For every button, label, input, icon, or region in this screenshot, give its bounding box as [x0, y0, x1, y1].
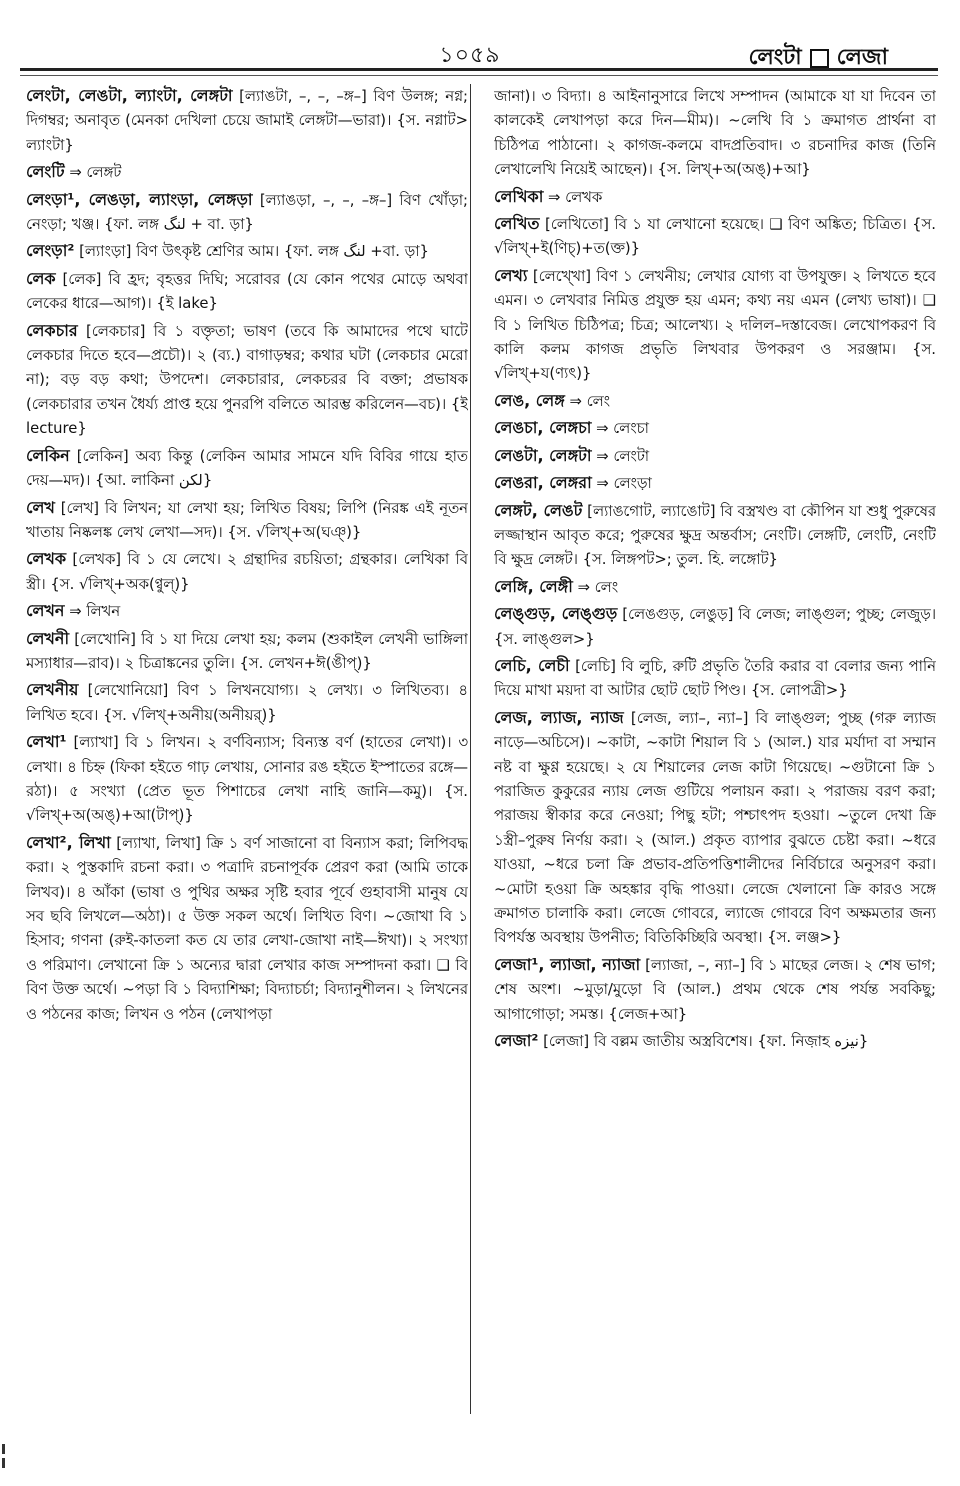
entry-headword: লেখনীয় — [26, 680, 79, 700]
dictionary-entry — [26, 84, 468, 158]
entry-headword: লেজ, ল্যাজ, ন্যাজ — [494, 707, 624, 727]
entry-definition: ⇒ লেংড়া — [591, 475, 652, 493]
entry-definition: ⇒ লেঙ্গট — [64, 164, 122, 182]
dictionary-columns — [26, 84, 936, 1414]
entry-definition: [ল্যাঙড়া, –, –, –ঙ্গ–] বিণ খোঁড়া; নেংড়া; খঞ্জ। {ফা. লঙ্গ لنگ + বা. ড়া} — [26, 191, 468, 234]
dictionary-entry — [26, 267, 468, 317]
entry-headword: লেখন — [26, 601, 65, 621]
entry-headword: লেখিত — [494, 214, 540, 234]
dictionary-entry — [494, 264, 936, 387]
entry-headword: লেঙ্গট, লেঙট — [494, 500, 583, 520]
entry-definition: [ল্যাঙটা, –, –, –ঙ্গ–] বিণ উলঙ্গ; নগ্ন; দিগম্বর; অনাবৃত (মেনকা দেখিলা চেয়ে জামাই লেঙ্গটা—ভারা)। {স. নগ্নাট> ল্যাংটা} — [26, 88, 468, 154]
entry-definition: [লেকিন] অব্য কিন্তু (লেকিন আমার সামনে যদি বিবির গায়ে হাত দেয়—মদ)। {আ. লাকিনা لكن} — [26, 447, 468, 490]
dictionary-entry — [494, 185, 936, 210]
dictionary-entry — [494, 389, 936, 414]
entry-headword: লেজা¹, ল্যাজা, ন্যাজা — [494, 954, 641, 974]
entry-headword: লেখা², লিখা — [26, 832, 111, 852]
entry-definition: [লেখোনি] বি ১ যা দিয়ে লেখা হয়; কলম (শুকাইল লেখনী ভাঙ্গিলা মস্যাধার—রাব)। ২ চিত্রাঙ্কনের তুলি। {স. লেখন+ঈ(ঙীপ্)} — [26, 630, 468, 672]
entry-definition: ⇒ লেংচা — [591, 420, 649, 438]
page-number: ১০৫৯ — [439, 43, 501, 68]
dictionary-entry — [494, 953, 936, 1027]
dictionary-entry — [494, 575, 936, 600]
entry-definition: [লেখোনিয়ো] বিণ ১ লিখনযোগ্য। ২ লেখ্য। ৩ লিখিতব্য। ৪ লিখিত হবে। {স. √লিখ্+অনীয়(অনীয়র্)} — [26, 682, 468, 724]
guide-separator-box — [810, 49, 829, 68]
dictionary-entry — [494, 471, 936, 496]
guide-word-first: লেংটা — [748, 45, 802, 70]
dictionary-entry — [26, 160, 468, 185]
entry-definition: [ল্যাঙগোট, ল্যাঙোট] বি বস্ত্রখণ্ড বা কৌপিন যা শুধু পুরুষের লজ্জাস্থান আবৃত করে; পুরুষের ক্ষুদ্র অন্তর্বাস; নেংটি। লেঙ্গটি, লেংটি, নেংটি বি ক্ষুদ্র লেঙ্গট। {স. লিঙ্গপট>; তুল. হি. লঙ্গোট} — [494, 502, 936, 569]
dictionary-entry — [494, 444, 936, 469]
entry-headword: লেংটা, লেঙটা, ল্যাংটা, লেঙ্গটা — [26, 86, 233, 105]
entry-definition: [লেজ, ল্যা–, ন্যা–] বি লাঙ্গুল; পুচ্ছ (গরু ল্যাজ নাড়ে—অচিসে)। ~কাটা, ~কাটা শিয়াল বি ১ (আল.) যার মর্যাদা বা সম্মান নষ্ট বা ক্ষুণ্ণ হয়েছে। ২ যে শিয়ালের লেজ কাটা গিয়েছে। ~গুটানো ক্রি ১ পরাজিত কুকুরের ন্যায় লেজ গুটিয়ে পলায়ন করা। ২ পরাজয় বরণ করা; পরাজয় স্বীকার করে নেওয়া; পিছু হটা; পশ্চাৎপদ হওয়া। ~তুলে দেখা ক্রি ১স্ত্রী–পুরুষ নির্ণয় করা। ২ (আল.) প্রকৃত ব্যাপার বুঝতে চেষ্টা করা। ~ধরে যাওয়া, ~ধরে চলা ক্রি প্রভাব-প্রতিপত্তিশালীদের নির্বিচারে অনুসরণ করা। ~মোটা হওয়া ক্রি অহঙ্কার বৃদ্ধি পাওয়া। লেজে খেলানো ক্রি কারও সঙ্গে ক্রমাগত চালাকি করা। লেজে গোবরে, ল্যাজে গোবরে বিণ অক্ষমতার জন্য বিপর্যস্ত অবস্থায় উপনীত; বিতিকিচ্ছিরি অবস্থা। {স. লঞ্জ>} — [494, 709, 936, 947]
entry-definition: [লেক] বি হ্রদ; বৃহত্তর দিঘি; সরোবর (যে কোন পথের মোড়ে অথবা লেকের ধারে—আগ)। {ই lake} — [26, 270, 468, 313]
entry-definition: [ল্যাংড়া] বিণ উৎকৃষ্ট শ্রেণির আম। {ফা. লঙ্গ لنگ +বা. ড়া} — [74, 243, 429, 261]
entry-definition: [লেজা] বি বল্লম জাতীয় অস্ত্রবিশেষ। {ফা. নিজ়াহ نیزه} — [538, 1033, 869, 1051]
entry-headword: লেঙটা, লেঙ্গটা — [494, 445, 592, 465]
dictionary-entry — [26, 627, 468, 677]
entry-headword: লেকিন — [26, 445, 70, 465]
entry-definition: [লেখক] বি ১ যে লেখে। ২ গ্রন্থাদির রচয়িতা; গ্রন্থকার। লেখিকা বি স্ত্রী। {স. √লিখ্+অক(ণ্বুল্)} — [26, 551, 468, 593]
dictionary-entry — [494, 84, 936, 183]
entry-definition: [ল্যাজা, –, ন্যা–] বি ১ মাছের লেজ। ২ শেষ ভাগ; শেষ অংশ। ~মুড়া/মুড়ো বি (আল.) প্রথম থেকে শেষ পর্যন্ত সবকিছু; আগাগোড়া; সমস্ত। {লেজ+আ} — [494, 956, 936, 1023]
entry-definition: ⇒ লেংটা — [591, 447, 650, 465]
entry-headword: লেচি, লেচী — [494, 655, 570, 675]
dictionary-entry — [494, 212, 936, 262]
dictionary-entry — [26, 730, 468, 829]
dictionary-entry — [26, 831, 468, 1027]
dictionary-entry — [494, 416, 936, 441]
entry-definition: [ল্যাখা] বি ১ লিখন। ২ বর্ণবিন্যাস; বিন্যস্ত বর্ণ (হাতের লেখা)। ৩ লেখা। ৪ চিহ্ন (ফিকা হইতে গাঢ় লেখায়, সোনার রঙ হইতে ইস্পাতের রঙ্গে—রঠা)। ৫ সংখ্যা (প্রেত ভূত পিশাচের লেখা নাহি জানি—কমু)। {স. √লিখ্+অ(অঙ্)+আ(টাপ্)} — [26, 734, 468, 825]
entry-definition: ⇒ লেং — [564, 392, 611, 410]
dictionary-entry — [26, 678, 468, 728]
dictionary-entry — [494, 654, 936, 704]
entry-headword: লেক — [26, 268, 56, 288]
entry-definition: [লেঙগুড়, লেঙুড়] বি লেজ; লাঙ্গুল; পুচ্ছ; লেজুড়। {স. লাঙ্গুল>} — [494, 606, 936, 648]
scan-mark — [2, 1458, 5, 1468]
entry-headword: লেখক — [26, 549, 67, 569]
scan-mark — [2, 1444, 5, 1454]
entry-definition: [লেখিতো] বি ১ যা লেখানো হয়েছে। ❑ বিণ অঙ্কিত; চিত্রিত। {স. √লিখ্+ই(ণিচ্)+ত(ক্ত)} — [494, 216, 936, 258]
entry-definition: [লেখ] বি লিখন; যা লেখা হয়; লিখিত বিষয়; লিপি (নিরঙ্ক এই নূতন খাতায় নিষ্কলঙ্ক লেখ লেখা—সদ)। {স. √লিখ্+অ(ঘঞ্)} — [26, 499, 468, 541]
entry-definition: জানা)। ৩ বিদ্যা। ৪ আইনানুসারে লিখে সম্পাদন (আমাকে যা যা দিবেন তা কালকেই লেখাপড়া করে দিন—মীম)। ~লেখি বি ১ ক্রমাগত প্রার্থনা বা চিঠিপত্র পাঠানো। ২ কাগজ-কলমে বাদপ্রতিবাদ। ৩ রচনাদির কাজ (তিনি লেখালেখি নিয়েই আছেন)। {স. লিখ্+অ(অঙ্)+আ} — [494, 88, 936, 179]
dictionary-entry — [26, 496, 468, 546]
entry-definition: [লেকচার] বি ১ বক্তৃতা; ভাষণ (তবে কি আমাদের পথে ঘাটে লেকচার দিতে হবে—প্রচৌ)। ২ (ব্য.) বাগাড়ম্বর; কথার ঘটা (লেকচার মেরো না); বড় বড় কথা; উপদেশ। লেকচারার, লেকচরর বি বক্তা; প্রভাষক (লেকচারার তখন ধৈর্য্য প্রাপ্ত হয়ে পুনরপি বলিতে আরম্ভ করিলেন—বচ)। {ই lecture} — [26, 322, 468, 438]
entry-headword: লেঙ, লেঙ্গ — [494, 390, 565, 410]
entry-headword: লেখ্য — [494, 265, 528, 285]
entry-headword: লেখিকা — [494, 186, 544, 206]
entry-definition: [ল্যাখা, লিখা] ক্রি ১ বর্ণ সাজানো বা বিন্যাস করা; লিপিবদ্ধ করা। ২ পুস্তকাদি রচনা করা। ৩ পত্রাদি রচনাপূর্বক প্রেরণ করা (আমি তাকে লিখব)। ৪ আঁকা (ভাষা ও পুথির অক্ষর সৃষ্টি হবার পূর্বে গুহাবাসী মানুষ যে সব ছবি লিখলে—অঠা)। ৫ উক্ত সকল অর্থে। লিখিত বিণ। ~জোখা বি ১ হিসাব; গণনা (রুই-কাতলা কত যে তার লেখা-জোখা নাই—ঈখা)। ২ সংখ্যা ও পরিমাণ। লেখানো ক্রি ১ অন্যের দ্বারা লেখার কাজ সম্পাদনা করা। ❑ বি বিণ উক্ত অর্থে। ~পড়া বি ১ বিদ্যাশিক্ষা; বিদ্যাচর্চা; বিদ্যানুশীলন। ২ লিখনের ও পঠনের কাজ; লিখন ও পঠন (লেখাপড়া — [26, 834, 468, 1023]
entry-definition: ⇒ লেখক — [543, 188, 603, 206]
entry-definition: [লেখ্খো] বিণ ১ লেখনীয়; লেখার যোগ্য বা উপযুক্ত। ২ লিখতে হবে এমন। ৩ লেখবার নিমিত্ত প্রযুক্ত হয় এমন; কথ্য নয় এমন (লেখ্য ভাষা)। ❑ বি ১ লিখিত চিঠিপত্র; চিত্র; আলেখ্য। ২ দলিল–দস্তাবেজ। লেখোপকরণ বি কালি কলম কাগজ প্রভৃতি লিখবার উপকরণ ও সরঞ্জাম। {স. √লিখ্+য(ণ্যৎ)} — [494, 267, 936, 383]
entry-headword: লেংড়া² — [26, 241, 75, 261]
entry-headword: লেজা² — [494, 1031, 539, 1051]
entry-definition: ⇒ লেং — [572, 578, 619, 596]
scan-edge-marks — [0, 1440, 8, 1486]
entry-headword: লেংড়া¹, লেঙড়া, ল্যাংড়া, লেঙ্গড়া — [26, 189, 253, 209]
entry-headword: লেঙ্গি, লেঙ্গী — [494, 576, 573, 596]
entry-headword: লেঙরা, লেঙ্গরা — [494, 473, 592, 493]
entry-headword: লেখনী — [26, 628, 70, 648]
dictionary-entry — [26, 239, 468, 264]
dictionary-entry — [494, 1029, 936, 1054]
left-column — [26, 84, 468, 1414]
entry-headword: লেকচার — [26, 320, 78, 340]
dictionary-entry — [26, 444, 468, 494]
dictionary-entry — [26, 547, 468, 597]
dictionary-entry — [26, 599, 468, 624]
entry-headword: লেখ — [26, 497, 55, 517]
entry-headword: লেখা¹ — [26, 732, 67, 752]
entry-headword: লেঙচা, লেঙ্গচা — [494, 418, 592, 438]
dictionary-entry — [494, 602, 936, 652]
entry-definition: [লেচি] বি লুচি, রুটি প্রভৃতি তৈরি করার বা বেলার জন্য পানি দিয়ে মাখা ময়দা বা আটার ছোট ছোট পিণ্ড। {স. লোপত্রী>} — [494, 657, 936, 700]
entry-definition: ⇒ লিখন — [64, 603, 121, 621]
right-column — [494, 84, 936, 1414]
dictionary-entry — [26, 319, 468, 442]
dictionary-entry — [26, 188, 468, 238]
guide-word-last: লেজা — [836, 45, 888, 70]
entry-headword: লেংটি — [26, 162, 65, 182]
dictionary-entry — [494, 499, 936, 573]
dictionary-entry — [494, 706, 936, 951]
header-rule — [20, 68, 938, 76]
entry-headword: লেঙ্গুড়, লেঙ্গুড় — [494, 604, 618, 624]
